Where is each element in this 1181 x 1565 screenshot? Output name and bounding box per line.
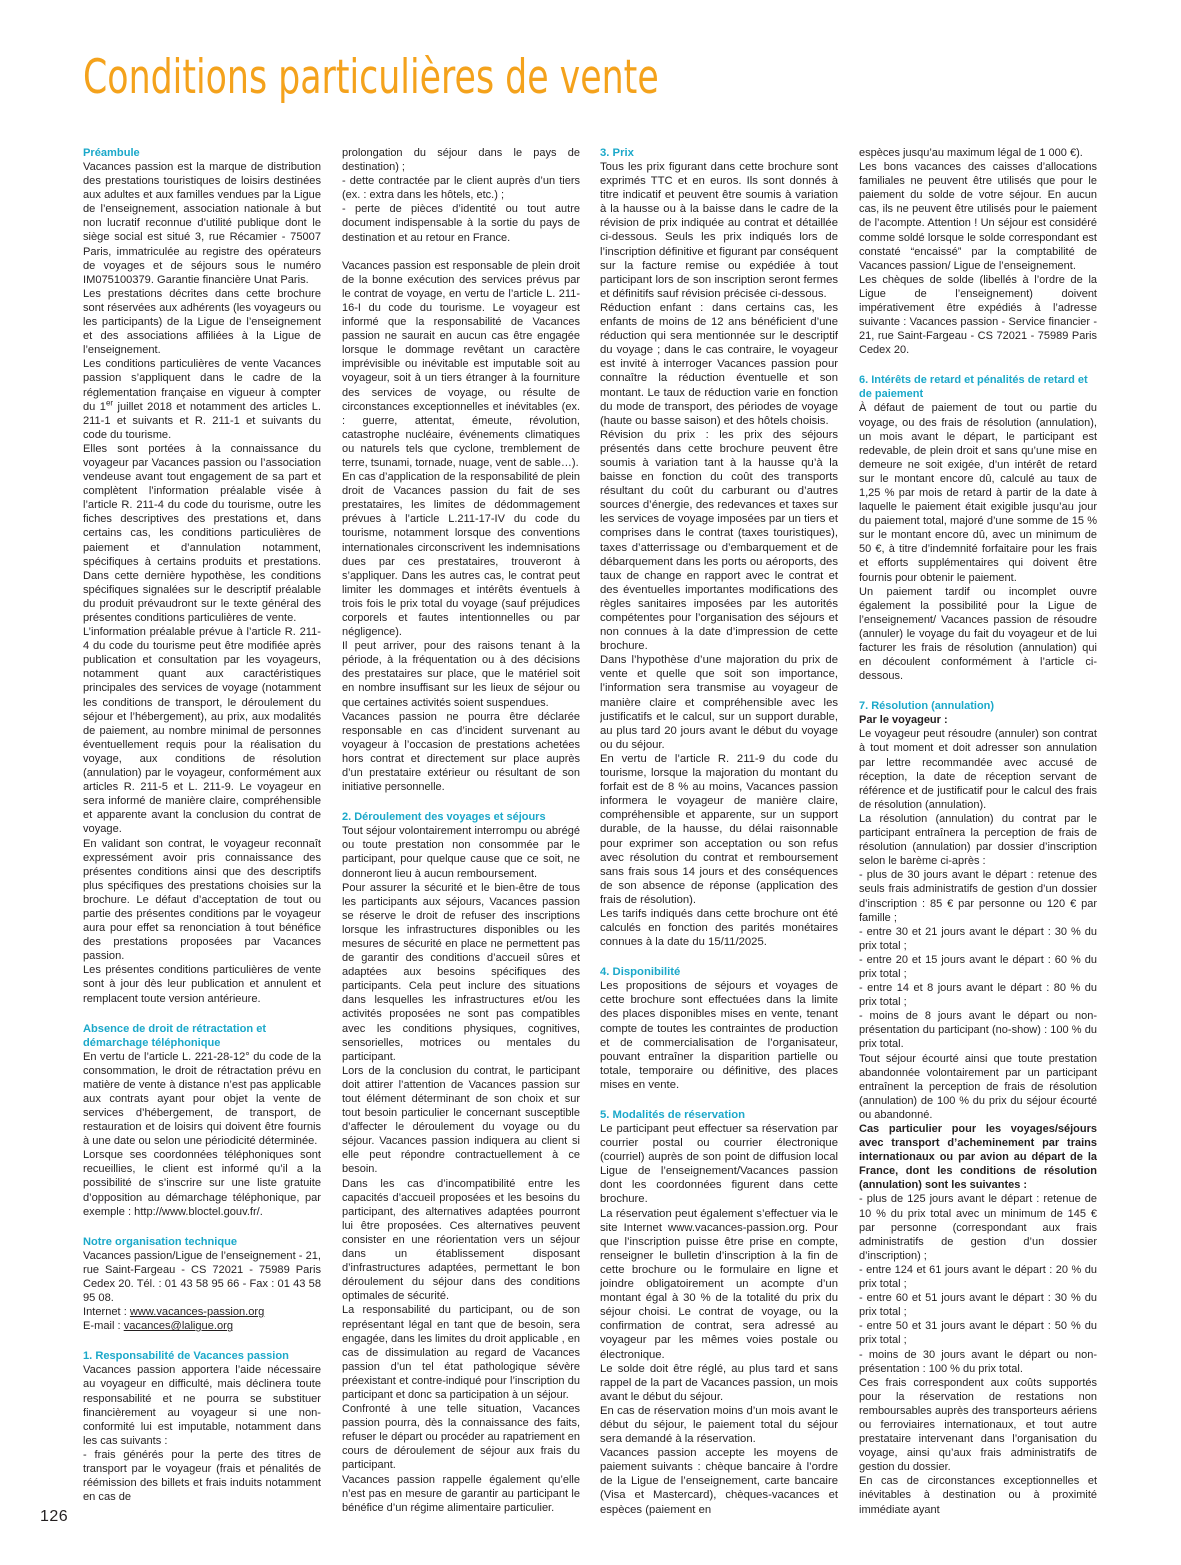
paragraph: Vacances passion apportera l’aide nécessaire au voyageur en difficulté, mais déclinera toute responsabilité et ne pourra se substituer financièrement au voyageur si une non-conformité lui est imputable, notamment dans les cas suivants : — [83, 1364, 321, 1447]
paragraph: Les prestations décrites dans cette brochure sont réservées aux adhérents (les voyageurs ou les participants) de la Ligue de l’enseignement et des associations affiliées à la Ligue de l’enseignement. — [83, 287, 321, 357]
paragraph: Dans l’hypothèse d’une majoration du prix de vente et quelle que soit son importance, l’information sera transmise au voyageur de manière claire et compréhensible avec les justificatifs et le calcul, sur un support durable, au plus tard 20 jours avant le début du voyage ou du séjour. — [600, 654, 838, 751]
email-label: E-mail : — [83, 1320, 124, 1333]
paragraph-text: juillet 2018 et notamment des articles L. 211-1 et suivants et R. 211-1 et suivants du code du tourisme. — [83, 400, 321, 441]
paragraph-text: Les conditions particulières de vente Vacances passion s’appliquent dans le cadre de la réglementation française en vigueur à compter du 1 — [83, 358, 321, 413]
section-heading-absence: Absence de droit de rétractation et démarchage téléphonique — [83, 1022, 267, 1049]
section-heading-2: 2. Déroulement des voyages et séjours — [342, 811, 546, 824]
column-3 — [600, 146, 838, 1521]
paragraph: À défaut de paiement de tout ou partie du voyage, ou des frais de résolution (annulation), un mois avant le départ, le participant est redevable, de plein droit et sans qu’une mise en demeure ne soit exigée, d’un intérêt de retard sur le montant encore dû, calculé au taux de 1,25 % par mois de retard à partir de la date à laquelle le paiement était exigible jusqu’au jour du paiement total, majoré d’une somme de 15 % sur le montant encore dû, avec un minimum de 50 €, à titre d’indemnité forfaitaire pour les frais et efforts supplémentaires qui doivent être fournis pour obtenir le paiement. — [859, 402, 1097, 584]
paragraph: Révision du prix : les prix des séjours présentés dans cette brochure peuvent être soumis à variation tant à la hausse qu’à la baisse en fonction du coût des transports résultant du coût du carburant ou d’autres sources d’énergie, des redevances et taxes sur les services de voyage imposées par un tiers et comprises dans le contrat (taxes touristiques), taxes d’atterrissage ou d’embarquement et de débarquement dans les ports ou aéroports, des taux de change en rapport avec le contrat et des éventuelles importantes modifications des règles sanitaires imposées par les autorités compétentes pour l’organisation des séjours et non connues à la date d’impression de cette brochure. — [600, 428, 838, 653]
paragraph: En vertu de l’article L. 221-28-12° du code de la consommation, le droit de rétractation prévu en matière de vente à distance n’est pas applicable aux contrats ayant pour objet la vente de services d’hébergement, de transport, de restauration et de loisirs qui doivent être fournis à une date ou selon une périodicité déterminée. — [83, 1050, 321, 1148]
internet-label: Internet : — [83, 1306, 130, 1319]
section-heading-1: 1. Responsabilité de Vacances passion — [83, 1350, 289, 1363]
paragraph — [83, 1319, 321, 1333]
paragraph: Ces frais correspondent aux coûts supportés pour la réservation de restations non remboursables auprès des transporteurs aériens ou ferroviaires internationaux, et tout autre prestataire intervenant dans l’organisation du voyage, ainsi qu’aux frais administratifs de gestion du dossier. — [859, 1376, 1097, 1474]
page-number: 126 — [40, 1508, 69, 1525]
paragraph: En vertu de l’article R. 211-9 du code du tourisme, lorsque la majoration du montant du forfait est de 8 % au moins, Vacances passion informera le voyageur de manière claire, compréhensible et apparente, sur un support durable, de la hausse, du délai raisonnable pour exprimer son acceptation ou son refus avec résolution du contrat et remboursement sans frais sous 14 jours et des conséquences de son absence de réponse (application des frais de résolution). — [600, 752, 838, 906]
paragraph: Tout séjour écourté ainsi que toute prestation abandonnée volontairement par un participant entraînent la perception de frais de résolution (annulation) de 100 % du prix du séjour écourté ou abandonné. — [859, 1052, 1097, 1121]
paragraph: Elles sont portées à la connaissance du voyageur par Vacances passion ou l’association vendeuse avant tout engagement de sa part et complètent l’information préalable visée à l’article R. 211-4 du code du tourisme, outre les fiches descriptives des prestations et, dans certains cas, les conditions particulières de paiement et d’annulation notamment, spécifiques à certains produits et prestations. Dans cette dernière hypothèse, les conditions spécifiques signalées sur le descriptif préalable du produit prévaudront sur le texte général des présentes conditions particulières de vente. — [83, 442, 321, 624]
paragraph: Le solde doit être réglé, au plus tard et sans rappel de la part de Vacances passion, un mois avant le début du séjour. — [600, 1362, 838, 1403]
page-title: Conditions particulières de vente — [83, 50, 659, 105]
list-item: - plus de 30 jours avant le départ : retenue des seuls frais administratifs de gestion d’un dossier d’inscription : 85 € par personne ou 120 € par famille ; — [859, 869, 1097, 924]
paragraph: L’information préalable prévue à l’article R. 211-4 du code du tourisme peut être modifiée après publication et consultation par les voyageurs, notamment quant aux caractéristiques principales des services de voyage (notamment les conditions de transport, le déroulement du séjour et l’hébergement), au prix, aux modalités de paiement, au nombre minimal de personnes éventuellement requis pour la réalisation du voyage, aux conditions de résolution (annulation) par le voyageur, conformément aux articles R. 211-5 et L. 211-9. Le voyageur en sera informé de manière claire, compréhensible et apparente avant la conclusion du contrat de voyage. — [83, 626, 321, 836]
paragraph: Les tarifs indiqués dans cette brochure ont été calculés en fonction des parités monétaires connues à la date du 15/11/2025. — [600, 907, 838, 949]
website-link[interactable]: www.vacances-passion.org — [129, 1306, 265, 1319]
paragraph — [83, 1305, 321, 1319]
column-4 — [859, 146, 1097, 1521]
paragraph: Pour assurer la sécurité et le bien-être de tous les participants aux séjours, Vacances passion se réserve le droit de refuser des inscriptions lorsque les infrastructures disponibles ou les mesures de sécurité en place ne permettent pas de garantir des conditions d’accueil sûres et adaptées aux besoins spécifiques des participants. Cela peut inclure des situations dans lesquelles les infrastructures et/ou les activités proposées ne sont pas compatibles avec les conditions physiques, cognitives, sensorielles, motrices ou mentales du participant. — [342, 881, 580, 1063]
paragraph: Tout séjour volontairement interrompu ou abrégé ou toute prestation non consommée par le participant, pour quelque cause que ce soit, ne donneront lieu à aucun remboursement. — [342, 825, 580, 880]
paragraph: Le participant peut effectuer sa réservation par courrier postal ou courrier électronique (courriel) auprès de son point de diffusion local Ligue de l’enseignement/Vacances passion dont les coordonnées figurent dans cette brochure. — [600, 1123, 838, 1206]
paragraph: Vacances passion rappelle également qu’elle n’est pas en mesure de garantir au participant le bénéfice d’un régime alimentaire particulier. — [342, 1473, 580, 1514]
paragraph: Les chèques de solde (libellés à l’ordre de la Ligue de l’enseignement) doivent impérativement être expédiés à l’adresse suivante : Vacances passion - Service financier - 21, rue Saint-Fargeau - CS 72021 - 75989 Paris Cedex 20. — [859, 273, 1097, 357]
paragraph: En cas de circonstances exceptionnelles et inévitables à destination ou à proximité immédiate ayant — [859, 1475, 1097, 1516]
paragraph: Lorsque ses coordonnées téléphoniques sont recueillies, le client est informé qu’il a la possibilité de s’inscrire sur une liste gratuite d’opposition au démarchage téléphonique, par exemple : http://www.bloctel.gouv.fr/. — [83, 1149, 321, 1218]
list-item: - plus de 125 jours avant le départ : retenue de 10 % du prix total avec un minimum de 145 € par personne (correspondant aux frais administratifs de gestion d’un dossier d’inscription) ; — [859, 1193, 1097, 1262]
paragraph: Les présentes conditions particulières de vente sont à jour dès leur publication et annulent et remplacent toute version antérieure. — [83, 964, 321, 1005]
paragraph: Confronté à une telle situation, Vacances passion pourra, dès la connaissance des faits, refuser le départ ou procéder au rapatriement en cours de déroulement de séjour aux frais du participant. — [342, 1403, 580, 1472]
section-heading-6: 6. Intérêts de retard et pénalités de retard et de paiement — [859, 374, 1088, 401]
list-item: - entre 14 et 8 jours avant le départ : 80 % du prix total ; — [859, 982, 1097, 1009]
column-1 — [83, 146, 321, 1521]
paragraph: Vacances passion accepte les moyens de paiement suivants : chèque bancaire à l’ordre de la Ligue de l’enseignement, carte bancaire (Visa et Mastercard), chèques-vacances et espèces (paiement en — [600, 1447, 838, 1516]
list-item: - entre 50 et 31 jours avant le départ : 50 % du prix total ; — [859, 1320, 1097, 1347]
section-heading-4: 4. Disponibilité — [600, 966, 681, 979]
superscript: er — [105, 397, 114, 407]
paragraph: Vacances passion ne pourra être déclarée responsable en cas d’incident survenant au voyageur à l’occasion de prestations achetées hors contrat et directement sur place auprès d’un prestataire extérieur ou résultant de son initiative personnelle. — [342, 710, 580, 794]
paragraph: En cas de réservation moins d’un mois avant le début du séjour, le paiement total du séjour sera demandé à la réservation. — [600, 1404, 838, 1446]
paragraph: La résolution (annulation) du contrat par le participant entraînera la perception de frais de résolution (annulation) par dossier d’inscription selon le barème ci-après : — [859, 812, 1097, 868]
paragraph: Il peut arriver, pour des raisons tenant à la période, à la fréquentation ou à des décisions des prestataires sur place, que le matériel soit en nombre insuffisant sur les lieux de séjour ou que certaines activités soient suspendues. — [342, 640, 580, 709]
paragraph: La responsabilité du participant, ou de son représentant légal en tant que de besoin, sera engagée, dans les limites du droit applicable , en cas de dissimulation au regard de Vacances passion d’un tel état pathologique sévère préexistant et contre-indiqué pour l’inscription du participant et donc sa participation à un séjour. — [342, 1304, 580, 1401]
section-heading-5: 5. Modalités de réservation — [600, 1109, 746, 1121]
paragraph: Lors de la conclusion du contrat, le participant doit attirer l’attention de Vacances passion sur tout élément déterminant de son choix et sur tout besoin particulier le concernant susceptible d’affecter le déroulement du voyage ou du séjour. Vacances passion indiquera au client si elle peut répondre contractuellement à ce besoin. — [342, 1064, 580, 1176]
paragraph: Dans les cas d’incompatibilité entre les capacités d’accueil proposées et les besoins du participant, des alternatives adaptées pourront lui être proposées. Ces alternatives peuvent consister en une réorientation vers un séjour dans un établissement disposant d’infrastructures adaptées, permettant le bon déroulement du séjour dans des conditions optimales de sécurité. — [342, 1177, 580, 1303]
paragraph: Le voyageur peut résoudre (annuler) son contrat à tout moment et doit adresser son annulation par lettre recommandée avec accusé de réception, la date de réception servant de référence et de justificatif pour le calcul des frais de résolution (annulation). — [859, 728, 1097, 811]
paragraph: En validant son contrat, le voyageur reconnaît expressément avoir pris connaissance des présentes conditions ainsi que des descriptifs plus spécifiques des prestations choisies sur la brochure. Le défaut d’acceptation de tout ou partie des présentes conditions par le voyageur aura pour effet sa renonciation à tout bénéfice des prestations proposées par Vacances passion. — [83, 837, 321, 963]
list-item: - entre 60 et 51 jours avant le départ : 30 % du prix total ; — [859, 1292, 1097, 1319]
paragraph: Un paiement tardif ou incomplet ouvre également la possibilité pour la Ligue de l’enseignement/ Vacances passion de résoudre (annuler) le voyage du fait du voyageur et de lui facturer les frais de résolution (annulation) qui en découlent conformément à l’article ci-dessous. — [859, 585, 1097, 683]
section-heading-organisation: Notre organisation technique — [83, 1235, 238, 1248]
paragraph: espèces jusqu’au maximum légal de 1 000 €). — [859, 147, 1083, 159]
list-item: - moins de 8 jours avant le départ ou non-présentation du participant (no-show) : 100 % du prix total. — [859, 1010, 1097, 1051]
column-2 — [342, 146, 580, 1521]
paragraph — [83, 357, 321, 442]
list-item: - moins de 30 jours avant le départ ou non-présentation : 100 % du prix total. — [859, 1348, 1097, 1375]
list-item: - entre 124 et 61 jours avant le départ : 20 % du prix total ; — [859, 1263, 1097, 1291]
section-heading-3: 3. Prix — [600, 147, 634, 159]
paragraph: Vacances passion est la marque de distribution des prestations touristiques de loisirs destinées aux adultes et aux familles vendues par la Ligue de l’enseignement, association nationale à but non lucratif reconnue d’utilité publique dont le siège social est situé 3, rue Récamier - 75007 Paris, immatriculée au registre des opérateurs de voyages et de séjours sous le numéro IM075100379. Garantie financière Unat Paris. — [83, 161, 321, 286]
paragraph: La réservation peut également s’effectuer via le site Internet www.vacances-passion.org. Pour que l’inscription puisse être prise en compte, renseigner le bulletin d’inscription à la fin de cette brochure ou le formulaire en ligne et joindre obligatoirement un acompte d’un montant égal à 30 % de la totalité du prix du séjour choisi. Le contrat de voyage, ou la confirmation de contrat, sera adressé au voyageur par les mêmes voies postale ou électronique. — [600, 1207, 838, 1361]
subheading-cas-particulier: Cas particulier pour les voyages/séjours avec transport d’acheminement par trains internationaux ou par avion au départ de la France, dont les conditions de résolution (annulation) sont les suivantes : — [859, 1123, 1097, 1192]
paragraph: Tous les prix figurant dans cette brochure sont exprimés TTC et en euros. Ils sont donnés à titre indicatif et peuvent être soumis à variation à la hausse ou à la baisse dans le cadre de la révision de prix indiquée au contrat et détaillée ci-dessous. Seuls les prix indiqués lors de l’inscription définitive et figurant par conséquent sur la facture remise ou expédiée à tout participant lors de son inscription seront fermes et définitifs sauf révision précisée ci-dessous. — [600, 161, 838, 300]
paragraph: - frais générés pour la perte des titres de transport par le voyageur (frais et pénalités de réémission des billets et frais induits notamment en cas de — [83, 1448, 321, 1504]
section-heading-preambule: Préambule — [83, 147, 140, 159]
list-item: - entre 30 et 21 jours avant le départ : 30 % du prix total ; — [859, 925, 1097, 952]
paragraph: Les bons vacances des caisses d’allocations familiales ne peuvent être utilisés que pour le paiement du solde de votre séjour. En aucun cas, ils ne peuvent être utilisés pour le paiement de l’acompte. Attention ! Un séjour est considéré comme soldé lorsque le solde correspondant est constaté “encaissé” par la comptabilité de Vacances passion/ Ligue de l’enseignement. — [859, 161, 1097, 272]
paragraph: En cas d’application de la responsabilité de plein droit de Vacances passion du fait de ses prestataires, les limites de dédommagement prévues à l’article L.211-17-IV du code du tourisme, notamment lorsque des conventions internationales circonscrivent les indemnisations dues par ces prestataires, trouveront à s’appliquer. Dans les autres cas, le contrat peut limiter les dommages et intérêts éventuels à trois fois le prix total du voyage (sauf préjudices corporels et fautes intentionnelles ou par négligence). — [342, 471, 580, 639]
paragraph: - perte de pièces d’identité ou tout autre document indispensable à la sortie du pays de destination et au retour en France. — [342, 203, 580, 244]
paragraph: Vacances passion/Ligue de l’enseignement - 21, rue Saint-Fargeau - CS 72021 - 75989 Paris Cedex 20. Tél. : 01 43 58 95 66 - Fax : 01 43 58 95 08. — [83, 1249, 321, 1305]
email-link[interactable]: vacances@laligue.org — [123, 1320, 234, 1333]
paragraph: Réduction enfant : dans certains cas, les enfants de moins de 12 ans bénéficient d’une réduction qui sera mentionnée sur le descriptif du voyage ; dans le cas contraire, le voyageur est invité à interroger Vacances passion pour connaître la réduction éventuelle et son montant. Le taux de réduction varie en fonction du mode de transport, des périodes de voyage (haute ou basse saison) et des hôtels choisis. — [600, 301, 838, 427]
paragraph: - dette contractée par le client auprès d’un tiers (ex. : extra dans les hôtels, etc.) ; — [342, 175, 580, 202]
paragraph: prolongation du séjour dans le pays de destination) ; — [342, 147, 580, 174]
subheading-par-le-voyageur: Par le voyageur : — [859, 714, 948, 727]
paragraph: Les propositions de séjours et voyages de cette brochure sont effectuées dans la limite des places disponibles mises en vente, tenant compte de toutes les contraintes de production et de commercialisation de l’organisateur, pouvant entraîner la disparition partielle ou totale, temporaire ou définitive, des places mises en vente. — [600, 980, 838, 1091]
paragraph: Vacances passion est responsable de plein droit de la bonne exécution des services prévus par le contrat de voyage, en vertu de l’article L. 211-16-I du code du tourisme. Le voyageur est informé que la responsabilité de Vacances passion ne saurait en aucun cas être engagée lorsque le dommage revêtant un caractère imprévisible ou inévitable est imputable soit au voyageur, soit à un tiers étranger à la fourniture des services de voyage, ou résulte de circonstances exceptionnelles et inévitables (ex. : guerre, attentat, émeute, révolution, catastrophe nucléaire, événements climatiques ou naturels tels que cyclone, tremblement de terre, tsunami, tornade, nuage, vent de sable…). — [342, 259, 580, 469]
list-item: - entre 20 et 15 jours avant le départ : 60 % du prix total ; — [859, 953, 1097, 980]
section-heading-7: 7. Résolution (annulation) — [859, 700, 995, 713]
terms-columns — [83, 146, 1100, 1521]
